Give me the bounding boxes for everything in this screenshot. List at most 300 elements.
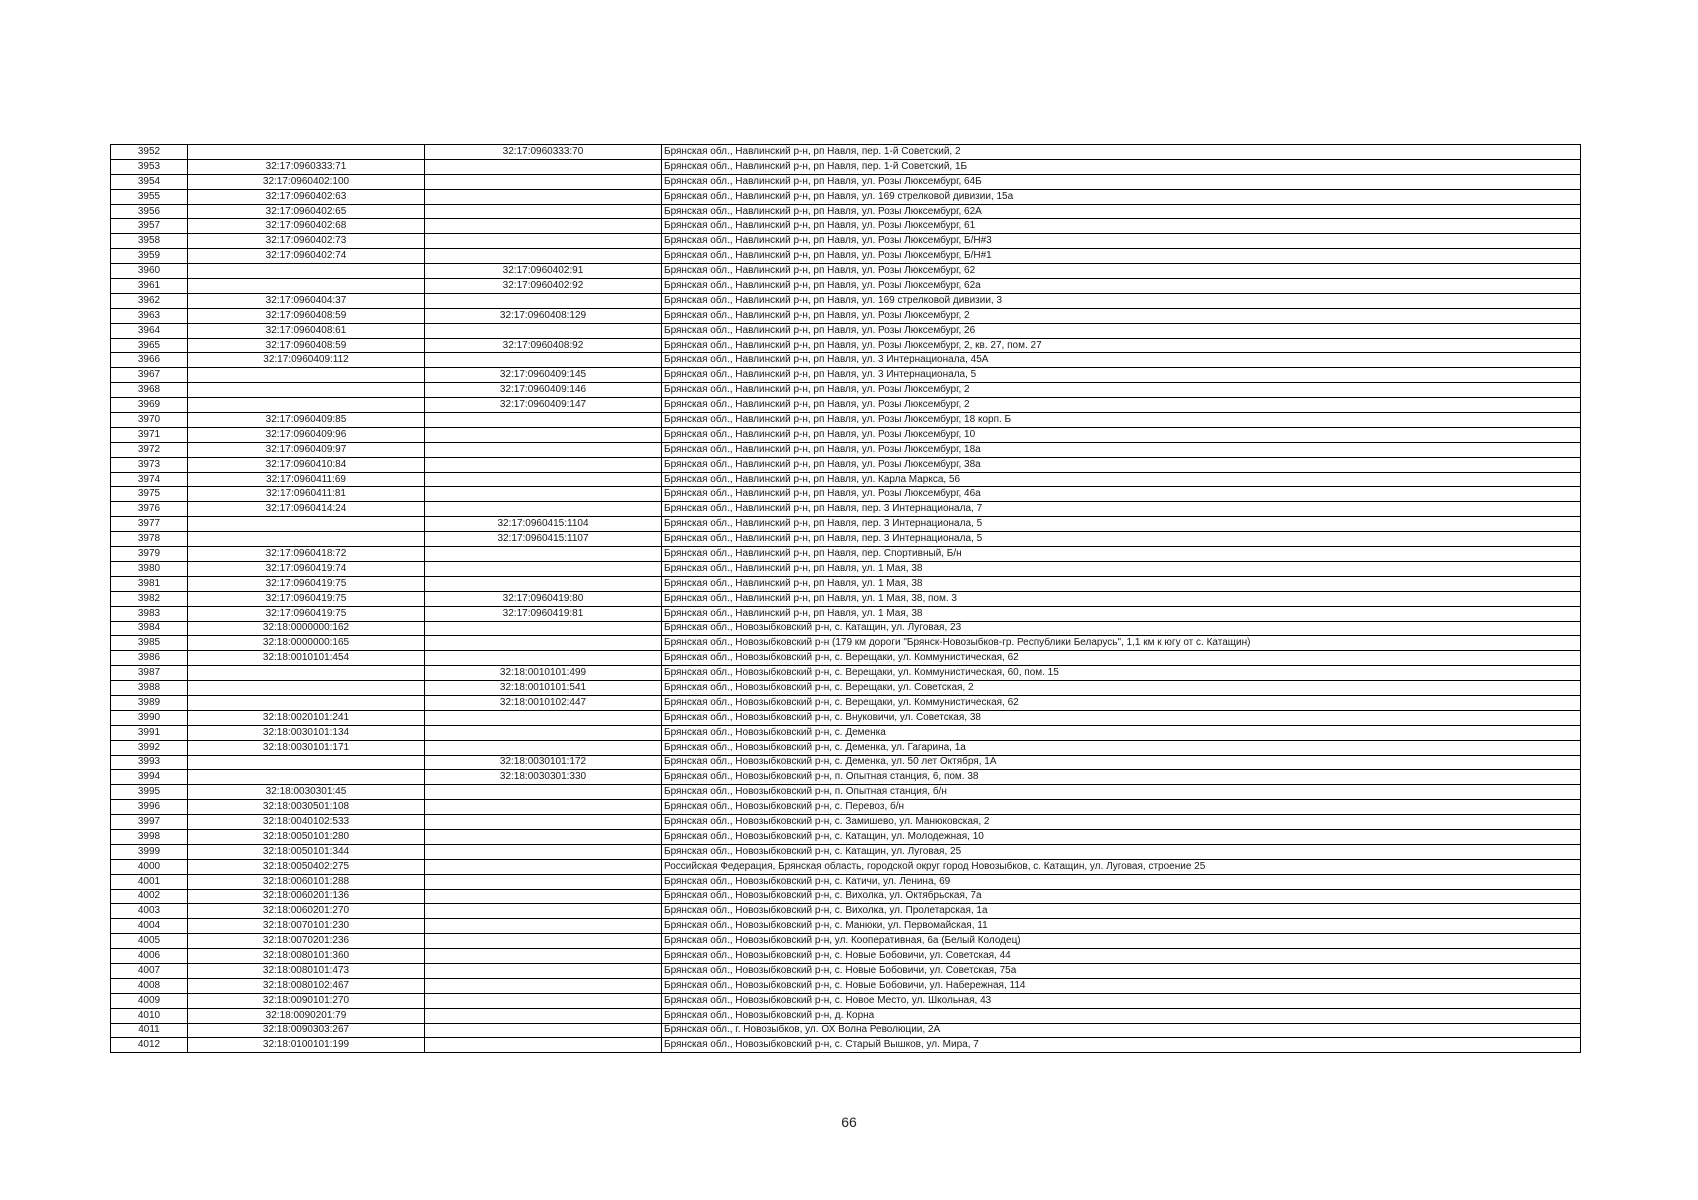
cadastral-number-cell: 32:17:0960402:65 bbox=[188, 204, 425, 219]
related-cadastral-number-cell bbox=[425, 353, 662, 368]
related-cadastral-number-cell bbox=[425, 174, 662, 189]
row-number-cell: 3970 bbox=[111, 413, 188, 428]
related-cadastral-number-cell bbox=[425, 740, 662, 755]
address-cell: Брянская обл., Новозыбковский р-н, с. Вихолка, ул. Октябрьская, 7а bbox=[662, 889, 1581, 904]
address-cell: Брянская обл., Новозыбковский р-н, с. Деменка, ул. 50 лет Октября, 1А bbox=[662, 755, 1581, 770]
table-row bbox=[111, 695, 1581, 710]
address-cell: Брянская обл., Новозыбковский р-н, с. Катащин, ул. Луговая, 25 bbox=[662, 844, 1581, 859]
address-cell: Брянская обл., Новозыбковский р-н, ул. Кооперативная, 6а (Белый Колодец) bbox=[662, 934, 1581, 949]
table-row bbox=[111, 859, 1581, 874]
related-cadastral-number-cell bbox=[425, 427, 662, 442]
related-cadastral-number-cell: 32:17:0960402:92 bbox=[425, 279, 662, 294]
address-cell: Брянская обл., Навлинский р-н, рп Навля, ул. Розы Люксембург, 64Б bbox=[662, 174, 1581, 189]
table-row bbox=[111, 547, 1581, 562]
address-cell: Брянская обл., Новозыбковский р-н, с. Катащин, ул. Молодежная, 10 bbox=[662, 829, 1581, 844]
address-cell: Брянская обл., Навлинский р-н, рп Навля, ул. Розы Люксембург, 2 bbox=[662, 383, 1581, 398]
table-row bbox=[111, 993, 1581, 1008]
table-row bbox=[111, 442, 1581, 457]
address-cell: Брянская обл., Навлинский р-н, рп Навля, ул. 169 стрелковой дивизии, 15а bbox=[662, 189, 1581, 204]
row-number-cell: 3999 bbox=[111, 844, 188, 859]
address-cell: Брянская обл., Навлинский р-н, рп Навля, ул. Розы Люксембург, 62 bbox=[662, 264, 1581, 279]
related-cadastral-number-cell bbox=[425, 844, 662, 859]
table-row bbox=[111, 666, 1581, 681]
row-number-cell: 3984 bbox=[111, 621, 188, 636]
row-number-cell: 3961 bbox=[111, 279, 188, 294]
cadastral-number-cell: 32:17:0960408:59 bbox=[188, 308, 425, 323]
address-cell: Брянская обл., Новозыбковский р-н, с. Манюки, ул. Первомайская, 11 bbox=[662, 919, 1581, 934]
address-cell: Брянская обл., Новозыбковский р-н, п. Опытная станция, 6, пом. 38 bbox=[662, 770, 1581, 785]
cadastral-number-cell bbox=[188, 279, 425, 294]
row-number-cell: 3952 bbox=[111, 145, 188, 160]
address-cell: Брянская обл., Новозыбковский р-н, с. Верещаки, ул. Советская, 2 bbox=[662, 681, 1581, 696]
address-cell: Брянская обл., Навлинский р-н, рп Навля, ул. Розы Люксембург, 46а bbox=[662, 487, 1581, 502]
cadastral-number-cell: 32:17:0960419:75 bbox=[188, 591, 425, 606]
cadastral-number-cell: 32:18:0030301:45 bbox=[188, 785, 425, 800]
cadastral-number-cell: 32:17:0960409:97 bbox=[188, 442, 425, 457]
cadastral-number-cell: 32:17:0960402:63 bbox=[188, 189, 425, 204]
row-number-cell: 3972 bbox=[111, 442, 188, 457]
table-row bbox=[111, 338, 1581, 353]
related-cadastral-number-cell bbox=[425, 1008, 662, 1023]
row-number-cell: 3956 bbox=[111, 204, 188, 219]
cadastral-number-cell: 32:17:0960409:96 bbox=[188, 427, 425, 442]
cadastral-number-cell: 32:18:0100101:199 bbox=[188, 1038, 425, 1053]
row-number-cell: 3998 bbox=[111, 829, 188, 844]
cadastral-number-cell: 32:17:0960410:84 bbox=[188, 457, 425, 472]
address-cell: Брянская обл., Новозыбковский р-н, с. Перевоз, б/н bbox=[662, 800, 1581, 815]
related-cadastral-number-cell bbox=[425, 919, 662, 934]
address-cell: Брянская обл., Навлинский р-н, рп Навля, ул. Розы Люксембург, 62А bbox=[662, 204, 1581, 219]
related-cadastral-number-cell: 32:17:0960408:129 bbox=[425, 308, 662, 323]
related-cadastral-number-cell bbox=[425, 576, 662, 591]
row-number-cell: 3969 bbox=[111, 398, 188, 413]
table-row bbox=[111, 621, 1581, 636]
address-cell: Брянская обл., Новозыбковский р-н, с. Верещаки, ул. Коммунистическая, 62 bbox=[662, 651, 1581, 666]
related-cadastral-number-cell: 32:17:0960409:145 bbox=[425, 368, 662, 383]
address-cell: Брянская обл., Новозыбковский р-н, с. Новые Бобовичи, ул. Набережная, 114 bbox=[662, 978, 1581, 993]
cadastral-number-cell bbox=[188, 383, 425, 398]
cadastral-number-cell: 32:17:0960402:68 bbox=[188, 219, 425, 234]
cadastral-number-cell: 32:18:0050101:344 bbox=[188, 844, 425, 859]
row-number-cell: 3982 bbox=[111, 591, 188, 606]
related-cadastral-number-cell bbox=[425, 963, 662, 978]
address-cell: Брянская обл., Навлинский р-н, рп Навля, ул. Розы Люксембург, 38а bbox=[662, 457, 1581, 472]
cadastral-number-cell: 32:18:0060101:288 bbox=[188, 874, 425, 889]
table-row bbox=[111, 368, 1581, 383]
row-number-cell: 3980 bbox=[111, 561, 188, 576]
row-number-cell: 3959 bbox=[111, 249, 188, 264]
related-cadastral-number-cell bbox=[425, 293, 662, 308]
related-cadastral-number-cell: 32:17:0960408:92 bbox=[425, 338, 662, 353]
row-number-cell: 4012 bbox=[111, 1038, 188, 1053]
related-cadastral-number-cell bbox=[425, 636, 662, 651]
table-row bbox=[111, 249, 1581, 264]
cadastral-number-cell: 32:18:0040102:533 bbox=[188, 815, 425, 830]
related-cadastral-number-cell bbox=[425, 1023, 662, 1038]
address-cell: Брянская обл., Навлинский р-н, рп Навля, ул. Розы Люксембург, 18 корп. Б bbox=[662, 413, 1581, 428]
related-cadastral-number-cell: 32:18:0030301:330 bbox=[425, 770, 662, 785]
related-cadastral-number-cell bbox=[425, 978, 662, 993]
cadastral-number-cell: 32:17:0960333:71 bbox=[188, 159, 425, 174]
table-row bbox=[111, 487, 1581, 502]
row-number-cell: 3995 bbox=[111, 785, 188, 800]
address-cell: Брянская обл., Новозыбковский р-н, с. Верещаки, ул. Коммунистическая, 60, пом. 15 bbox=[662, 666, 1581, 681]
related-cadastral-number-cell: 32:17:0960419:81 bbox=[425, 606, 662, 621]
address-cell: Брянская обл., Новозыбковский р-н, с. Деменка, ул. Гагарина, 1а bbox=[662, 740, 1581, 755]
table-row bbox=[111, 963, 1581, 978]
related-cadastral-number-cell: 32:18:0010101:541 bbox=[425, 681, 662, 696]
row-number-cell: 3971 bbox=[111, 427, 188, 442]
row-number-cell: 3963 bbox=[111, 308, 188, 323]
related-cadastral-number-cell bbox=[425, 547, 662, 562]
related-cadastral-number-cell bbox=[425, 561, 662, 576]
table-row bbox=[111, 889, 1581, 904]
table-row bbox=[111, 279, 1581, 294]
table-row bbox=[111, 323, 1581, 338]
row-number-cell: 3993 bbox=[111, 755, 188, 770]
table-row bbox=[111, 517, 1581, 532]
table-row bbox=[111, 591, 1581, 606]
row-number-cell: 3981 bbox=[111, 576, 188, 591]
address-cell: Брянская обл., Навлинский р-н, рп Навля, ул. Розы Люксембург, 2 bbox=[662, 308, 1581, 323]
table-row bbox=[111, 1008, 1581, 1023]
address-cell: Брянская обл., Новозыбковский р-н (179 км дороги "Брянск-Новозыбков-гр. Республики Беларусь", 1,1 км к югу от с. Катащин) bbox=[662, 636, 1581, 651]
related-cadastral-number-cell: 32:17:0960409:147 bbox=[425, 398, 662, 413]
table-row bbox=[111, 383, 1581, 398]
row-number-cell: 4009 bbox=[111, 993, 188, 1008]
table-row bbox=[111, 785, 1581, 800]
table-row bbox=[111, 427, 1581, 442]
row-number-cell: 4003 bbox=[111, 904, 188, 919]
address-cell: Брянская обл., Навлинский р-н, рп Навля, ул. 1 Мая, 38 bbox=[662, 606, 1581, 621]
row-number-cell: 4010 bbox=[111, 1008, 188, 1023]
row-number-cell: 3967 bbox=[111, 368, 188, 383]
cadastral-number-cell: 32:17:0960411:69 bbox=[188, 472, 425, 487]
related-cadastral-number-cell bbox=[425, 859, 662, 874]
cadastral-number-cell bbox=[188, 532, 425, 547]
row-number-cell: 3966 bbox=[111, 353, 188, 368]
cadastral-number-cell bbox=[188, 681, 425, 696]
cadastral-number-cell: 32:17:0960411:81 bbox=[188, 487, 425, 502]
related-cadastral-number-cell: 32:17:0960415:1107 bbox=[425, 532, 662, 547]
row-number-cell: 4008 bbox=[111, 978, 188, 993]
cadastral-number-cell: 32:18:0080102:467 bbox=[188, 978, 425, 993]
related-cadastral-number-cell bbox=[425, 1038, 662, 1053]
row-number-cell: 4002 bbox=[111, 889, 188, 904]
table-row bbox=[111, 740, 1581, 755]
related-cadastral-number-cell bbox=[425, 219, 662, 234]
address-cell: Брянская обл., Новозыбковский р-н, с. Новые Бобовичи, ул. Советская, 44 bbox=[662, 949, 1581, 964]
cadastral-number-cell bbox=[188, 755, 425, 770]
cadastral-number-cell: 32:18:0030101:171 bbox=[188, 740, 425, 755]
related-cadastral-number-cell bbox=[425, 949, 662, 964]
related-cadastral-number-cell: 32:17:0960409:146 bbox=[425, 383, 662, 398]
property-table bbox=[110, 144, 1581, 1053]
cadastral-number-cell: 32:18:0000000:162 bbox=[188, 621, 425, 636]
related-cadastral-number-cell bbox=[425, 442, 662, 457]
row-number-cell: 3977 bbox=[111, 517, 188, 532]
related-cadastral-number-cell bbox=[425, 785, 662, 800]
cadastral-number-cell: 32:17:0960419:74 bbox=[188, 561, 425, 576]
table-row bbox=[111, 457, 1581, 472]
cadastral-number-cell: 32:18:0060201:270 bbox=[188, 904, 425, 919]
row-number-cell: 4004 bbox=[111, 919, 188, 934]
related-cadastral-number-cell: 32:17:0960402:91 bbox=[425, 264, 662, 279]
address-cell: Брянская обл., Новозыбковский р-н, с. Замишево, ул. Манюковская, 2 bbox=[662, 815, 1581, 830]
address-cell: Брянская обл., Навлинский р-н, рп Навля, ул. Розы Люксембург, 2 bbox=[662, 398, 1581, 413]
table-row bbox=[111, 561, 1581, 576]
cadastral-number-cell: 32:18:0080101:360 bbox=[188, 949, 425, 964]
row-number-cell: 3962 bbox=[111, 293, 188, 308]
address-cell: Российская Федерация, Брянская область, городской округ город Новозыбков, с. Катащин, ул. Луговая, строение 25 bbox=[662, 859, 1581, 874]
row-number-cell: 3989 bbox=[111, 695, 188, 710]
row-number-cell: 3996 bbox=[111, 800, 188, 815]
related-cadastral-number-cell bbox=[425, 889, 662, 904]
row-number-cell: 3974 bbox=[111, 472, 188, 487]
address-cell: Брянская обл., Новозыбковский р-н, с. Новое Место, ул. Школьная, 43 bbox=[662, 993, 1581, 1008]
related-cadastral-number-cell bbox=[425, 159, 662, 174]
address-cell: Брянская обл., Навлинский р-н, рп Навля, пер. 3 Интернационала, 5 bbox=[662, 517, 1581, 532]
address-cell: Брянская обл., Навлинский р-н, рп Навля, ул. 1 Мая, 38 bbox=[662, 576, 1581, 591]
table-row bbox=[111, 725, 1581, 740]
row-number-cell: 3976 bbox=[111, 502, 188, 517]
address-cell: Брянская обл., Новозыбковский р-н, с. Старый Вышков, ул. Мира, 7 bbox=[662, 1038, 1581, 1053]
row-number-cell: 3973 bbox=[111, 457, 188, 472]
address-cell: Брянская обл., г. Новозыбков, ул. ОХ Волна Революции, 2А bbox=[662, 1023, 1581, 1038]
cadastral-number-cell: 32:17:0960404:37 bbox=[188, 293, 425, 308]
table-row bbox=[111, 219, 1581, 234]
table-row bbox=[111, 606, 1581, 621]
row-number-cell: 4005 bbox=[111, 934, 188, 949]
table-row bbox=[111, 189, 1581, 204]
address-cell: Брянская обл., Навлинский р-н, рп Навля, пер. 3 Интернационала, 7 bbox=[662, 502, 1581, 517]
table-row bbox=[111, 934, 1581, 949]
table-row bbox=[111, 353, 1581, 368]
table-row bbox=[111, 978, 1581, 993]
related-cadastral-number-cell bbox=[425, 934, 662, 949]
cadastral-number-cell bbox=[188, 770, 425, 785]
address-cell: Брянская обл., Новозыбковский р-н, с. Внуковичи, ул. Советская, 38 bbox=[662, 710, 1581, 725]
related-cadastral-number-cell bbox=[425, 189, 662, 204]
cadastral-number-cell bbox=[188, 368, 425, 383]
row-number-cell: 3955 bbox=[111, 189, 188, 204]
table-row bbox=[111, 145, 1581, 160]
table-row bbox=[111, 159, 1581, 174]
related-cadastral-number-cell bbox=[425, 904, 662, 919]
address-cell: Брянская обл., Навлинский р-н, рп Навля, ул. Розы Люксембург, 18а bbox=[662, 442, 1581, 457]
address-cell: Брянская обл., Навлинский р-н, рп Навля, ул. Розы Люксембург, 62а bbox=[662, 279, 1581, 294]
cadastral-number-cell: 32:17:0960409:112 bbox=[188, 353, 425, 368]
row-number-cell: 3953 bbox=[111, 159, 188, 174]
cadastral-number-cell bbox=[188, 145, 425, 160]
related-cadastral-number-cell: 32:17:0960419:80 bbox=[425, 591, 662, 606]
table-row bbox=[111, 651, 1581, 666]
address-cell: Брянская обл., Навлинский р-н, рп Навля, ул. 3 Интернационала, 5 bbox=[662, 368, 1581, 383]
row-number-cell: 3960 bbox=[111, 264, 188, 279]
address-cell: Брянская обл., Новозыбковский р-н, п. Опытная станция, б/н bbox=[662, 785, 1581, 800]
address-cell: Брянская обл., Новозыбковский р-н, с. Новые Бобовичи, ул. Советская, 75а bbox=[662, 963, 1581, 978]
row-number-cell: 3964 bbox=[111, 323, 188, 338]
related-cadastral-number-cell bbox=[425, 815, 662, 830]
related-cadastral-number-cell bbox=[425, 457, 662, 472]
row-number-cell: 3987 bbox=[111, 666, 188, 681]
table-row bbox=[111, 293, 1581, 308]
table-row bbox=[111, 770, 1581, 785]
cadastral-number-cell: 32:18:0050101:280 bbox=[188, 829, 425, 844]
cadastral-number-cell: 32:17:0960409:85 bbox=[188, 413, 425, 428]
table-row bbox=[111, 234, 1581, 249]
row-number-cell: 3965 bbox=[111, 338, 188, 353]
related-cadastral-number-cell bbox=[425, 323, 662, 338]
row-number-cell: 3978 bbox=[111, 532, 188, 547]
cadastral-number-cell: 32:18:0070201:236 bbox=[188, 934, 425, 949]
address-cell: Брянская обл., Навлинский р-н, рп Навля, ул. 169 стрелковой дивизии, 3 bbox=[662, 293, 1581, 308]
row-number-cell: 3986 bbox=[111, 651, 188, 666]
related-cadastral-number-cell bbox=[425, 502, 662, 517]
address-cell: Брянская обл., Навлинский р-н, рп Навля, ул. Розы Люксембург, Б/Н#3 bbox=[662, 234, 1581, 249]
row-number-cell: 3975 bbox=[111, 487, 188, 502]
cadastral-number-cell: 32:18:0030101:134 bbox=[188, 725, 425, 740]
related-cadastral-number-cell bbox=[425, 487, 662, 502]
table-row bbox=[111, 874, 1581, 889]
cadastral-number-cell bbox=[188, 695, 425, 710]
row-number-cell: 4001 bbox=[111, 874, 188, 889]
cadastral-number-cell: 32:17:0960402:73 bbox=[188, 234, 425, 249]
cadastral-number-cell: 32:18:0090303:267 bbox=[188, 1023, 425, 1038]
address-cell: Брянская обл., Навлинский р-н, рп Навля, ул. Розы Люксембург, 26 bbox=[662, 323, 1581, 338]
cadastral-number-cell: 32:18:0060201:136 bbox=[188, 889, 425, 904]
address-cell: Брянская обл., Новозыбковский р-н, д. Корна bbox=[662, 1008, 1581, 1023]
related-cadastral-number-cell: 32:18:0010102:447 bbox=[425, 695, 662, 710]
related-cadastral-number-cell bbox=[425, 993, 662, 1008]
cadastral-number-cell: 32:17:0960419:75 bbox=[188, 606, 425, 621]
table-row bbox=[111, 532, 1581, 547]
related-cadastral-number-cell bbox=[425, 874, 662, 889]
cadastral-number-cell: 32:17:0960402:100 bbox=[188, 174, 425, 189]
table-row bbox=[111, 844, 1581, 859]
row-number-cell: 3994 bbox=[111, 770, 188, 785]
row-number-cell: 3968 bbox=[111, 383, 188, 398]
cadastral-number-cell: 32:17:0960408:61 bbox=[188, 323, 425, 338]
table-row bbox=[111, 636, 1581, 651]
table-row bbox=[111, 502, 1581, 517]
cadastral-number-cell: 32:17:0960408:59 bbox=[188, 338, 425, 353]
address-cell: Брянская обл., Навлинский р-н, рп Навля, пер. 1-й Советский, 2 bbox=[662, 145, 1581, 160]
table-row bbox=[111, 755, 1581, 770]
related-cadastral-number-cell: 32:17:0960333:70 bbox=[425, 145, 662, 160]
row-number-cell: 3983 bbox=[111, 606, 188, 621]
cadastral-number-cell: 32:18:0070101:230 bbox=[188, 919, 425, 934]
cadastral-number-cell: 32:18:0000000:165 bbox=[188, 636, 425, 651]
row-number-cell: 3958 bbox=[111, 234, 188, 249]
table-row bbox=[111, 174, 1581, 189]
table-row bbox=[111, 398, 1581, 413]
row-number-cell: 3985 bbox=[111, 636, 188, 651]
address-cell: Брянская обл., Навлинский р-н, рп Навля, ул. 1 Мая, 38 bbox=[662, 561, 1581, 576]
cadastral-number-cell bbox=[188, 398, 425, 413]
row-number-cell: 3997 bbox=[111, 815, 188, 830]
address-cell: Брянская обл., Новозыбковский р-н, с. Верещаки, ул. Коммунистическая, 62 bbox=[662, 695, 1581, 710]
cadastral-number-cell: 32:17:0960418:72 bbox=[188, 547, 425, 562]
table-row bbox=[111, 576, 1581, 591]
row-number-cell: 3990 bbox=[111, 710, 188, 725]
cadastral-number-cell bbox=[188, 666, 425, 681]
table-row bbox=[111, 904, 1581, 919]
table-row bbox=[111, 1023, 1581, 1038]
table-row bbox=[111, 919, 1581, 934]
address-cell: Брянская обл., Навлинский р-н, рп Навля, пер. Спортивный, Б/н bbox=[662, 547, 1581, 562]
cadastral-number-cell bbox=[188, 264, 425, 279]
cadastral-number-cell: 32:18:0090101:270 bbox=[188, 993, 425, 1008]
table-row bbox=[111, 308, 1581, 323]
address-cell: Брянская обл., Навлинский р-н, рп Навля, ул. Розы Люксембург, 2, кв. 27, пом. 27 bbox=[662, 338, 1581, 353]
table-row bbox=[111, 1038, 1581, 1053]
page-number: 66 bbox=[841, 1114, 857, 1130]
address-cell: Брянская обл., Новозыбковский р-н, с. Деменка bbox=[662, 725, 1581, 740]
related-cadastral-number-cell: 32:17:0960415:1104 bbox=[425, 517, 662, 532]
cadastral-number-cell bbox=[188, 517, 425, 532]
row-number-cell: 4006 bbox=[111, 949, 188, 964]
cadastral-number-cell: 32:18:0030501:108 bbox=[188, 800, 425, 815]
table-row bbox=[111, 829, 1581, 844]
related-cadastral-number-cell bbox=[425, 204, 662, 219]
cadastral-number-cell: 32:17:0960402:74 bbox=[188, 249, 425, 264]
address-cell: Брянская обл., Новозыбковский р-н, с. Вихолка, ул. Пролетарская, 1а bbox=[662, 904, 1581, 919]
address-cell: Брянская обл., Новозыбковский р-н, с. Катичи, ул. Ленина, 69 bbox=[662, 874, 1581, 889]
related-cadastral-number-cell bbox=[425, 249, 662, 264]
address-cell: Брянская обл., Навлинский р-н, рп Навля, пер. 1-й Советский, 1Б bbox=[662, 159, 1581, 174]
table-row bbox=[111, 472, 1581, 487]
cadastral-number-cell: 32:17:0960419:75 bbox=[188, 576, 425, 591]
related-cadastral-number-cell bbox=[425, 621, 662, 636]
table-row bbox=[111, 949, 1581, 964]
row-number-cell: 4011 bbox=[111, 1023, 188, 1038]
cadastral-number-cell: 32:18:0090201:79 bbox=[188, 1008, 425, 1023]
related-cadastral-number-cell bbox=[425, 651, 662, 666]
address-cell: Брянская обл., Навлинский р-н, рп Навля, ул. Розы Люксембург, Б/Н#1 bbox=[662, 249, 1581, 264]
table-row bbox=[111, 800, 1581, 815]
row-number-cell: 3957 bbox=[111, 219, 188, 234]
row-number-cell: 3992 bbox=[111, 740, 188, 755]
related-cadastral-number-cell bbox=[425, 234, 662, 249]
address-cell: Брянская обл., Навлинский р-н, рп Навля, ул. Розы Люксембург, 10 bbox=[662, 427, 1581, 442]
table-row bbox=[111, 681, 1581, 696]
address-cell: Брянская обл., Навлинский р-н, рп Навля, ул. 1 Мая, 38, пом. 3 bbox=[662, 591, 1581, 606]
row-number-cell: 3979 bbox=[111, 547, 188, 562]
row-number-cell: 3988 bbox=[111, 681, 188, 696]
row-number-cell: 3954 bbox=[111, 174, 188, 189]
related-cadastral-number-cell: 32:18:0010101:499 bbox=[425, 666, 662, 681]
row-number-cell: 4007 bbox=[111, 963, 188, 978]
related-cadastral-number-cell bbox=[425, 725, 662, 740]
related-cadastral-number-cell bbox=[425, 829, 662, 844]
related-cadastral-number-cell bbox=[425, 413, 662, 428]
address-cell: Брянская обл., Навлинский р-н, рп Навля, ул. Розы Люксембург, 61 bbox=[662, 219, 1581, 234]
address-cell: Брянская обл., Новозыбковский р-н, с. Катащин, ул. Луговая, 23 bbox=[662, 621, 1581, 636]
property-table-body bbox=[111, 145, 1581, 1053]
table-row bbox=[111, 710, 1581, 725]
table-row bbox=[111, 815, 1581, 830]
related-cadastral-number-cell bbox=[425, 710, 662, 725]
row-number-cell: 3991 bbox=[111, 725, 188, 740]
row-number-cell: 4000 bbox=[111, 859, 188, 874]
related-cadastral-number-cell bbox=[425, 472, 662, 487]
cadastral-number-cell: 32:18:0010101:454 bbox=[188, 651, 425, 666]
cadastral-number-cell: 32:18:0020101:241 bbox=[188, 710, 425, 725]
address-cell: Брянская обл., Навлинский р-н, рп Навля, ул. Карла Маркса, 56 bbox=[662, 472, 1581, 487]
table-row bbox=[111, 413, 1581, 428]
related-cadastral-number-cell: 32:18:0030101:172 bbox=[425, 755, 662, 770]
